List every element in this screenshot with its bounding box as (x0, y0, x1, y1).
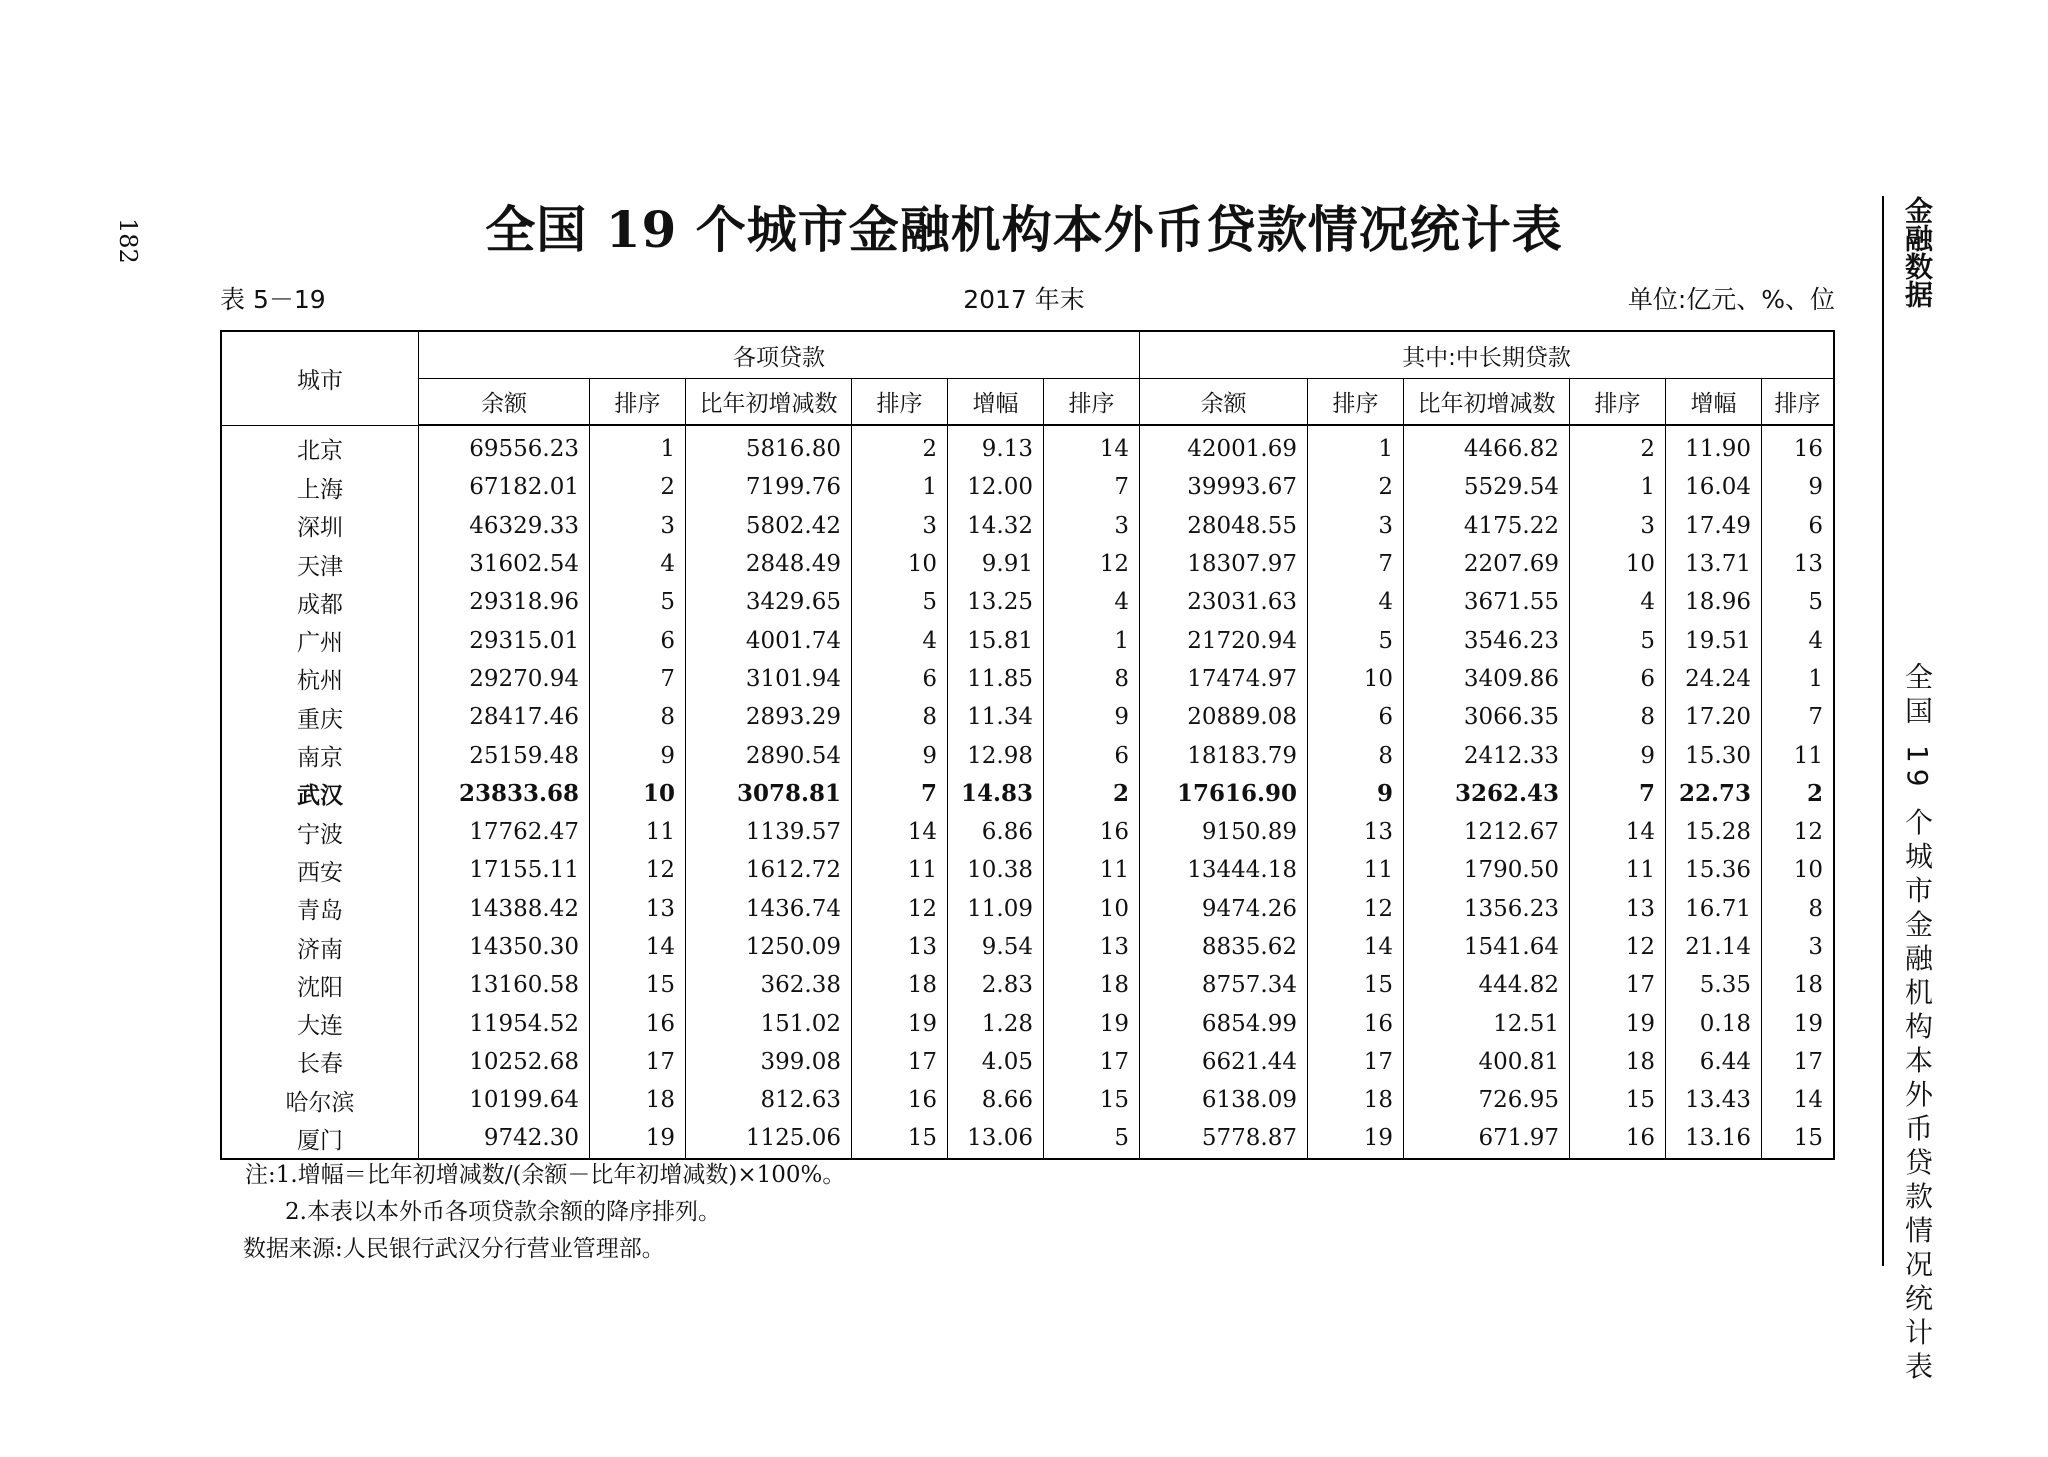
table-row (221, 1004, 1834, 1042)
value-cell: 12 (1762, 813, 1835, 851)
value-cell: 7 (1762, 698, 1835, 736)
value-cell: 6.44 (1666, 1043, 1762, 1081)
value-cell: 16.04 (1666, 468, 1762, 506)
value-cell: 1 (1570, 468, 1666, 506)
value-cell: 10252.68 (419, 1043, 590, 1081)
value-cell: 10 (590, 775, 686, 813)
value-cell: 4001.74 (686, 621, 852, 659)
table-row (221, 813, 1834, 851)
value-cell: 1 (1044, 621, 1140, 659)
table-row (221, 583, 1834, 621)
value-cell: 21720.94 (1140, 621, 1308, 659)
page-number: 182 (114, 218, 142, 264)
header-rank: 排序 (590, 379, 686, 426)
value-cell: 5 (1762, 583, 1835, 621)
value-cell: 5 (852, 583, 948, 621)
value-cell: 39993.67 (1140, 468, 1308, 506)
value-cell: 5816.80 (686, 425, 852, 468)
value-cell: 9 (1044, 698, 1140, 736)
value-cell: 5 (1044, 1119, 1140, 1158)
value-cell: 18 (1308, 1081, 1404, 1119)
value-cell: 42001.69 (1140, 425, 1308, 468)
value-cell: 10 (1044, 890, 1140, 928)
value-cell: 671.97 (1404, 1119, 1570, 1158)
value-cell: 7 (852, 775, 948, 813)
value-cell: 5 (1570, 621, 1666, 659)
city-cell: 广州 (221, 621, 419, 659)
value-cell: 6621.44 (1140, 1043, 1308, 1081)
value-cell: 13 (590, 890, 686, 928)
value-cell: 3 (1762, 928, 1835, 966)
table-row (221, 851, 1834, 889)
value-cell: 2 (852, 425, 948, 468)
value-cell: 11 (1308, 851, 1404, 889)
value-cell: 13 (1762, 545, 1835, 583)
value-cell: 3409.86 (1404, 660, 1570, 698)
value-cell: 1436.74 (686, 890, 852, 928)
value-cell: 17.49 (1666, 507, 1762, 545)
value-cell: 2 (1762, 775, 1835, 813)
value-cell: 24.24 (1666, 660, 1762, 698)
value-cell: 8757.34 (1140, 966, 1308, 1004)
value-cell: 8.66 (948, 1081, 1044, 1119)
value-cell: 10 (1570, 545, 1666, 583)
value-cell: 4175.22 (1404, 507, 1570, 545)
value-cell: 12.51 (1404, 1004, 1570, 1042)
page-title: 全国 19 个城市金融机构本外币贷款情况统计表 (485, 200, 1563, 259)
value-cell: 13.06 (948, 1119, 1044, 1158)
loan-statistics-table (220, 330, 1835, 1160)
header-medium-long-term-loans: 其中:中长期贷款 (1140, 331, 1835, 379)
side-label-title: 全国 19 个城市金融机构本外币贷款情况统计表 (1901, 662, 1934, 1386)
value-cell: 17155.11 (419, 851, 590, 889)
header-all-loans: 各项贷款 (419, 331, 1140, 379)
value-cell: 29270.94 (419, 660, 590, 698)
value-cell: 8 (1762, 890, 1835, 928)
value-cell: 13 (1044, 928, 1140, 966)
value-cell: 19 (1044, 1004, 1140, 1042)
value-cell: 14 (1762, 1081, 1835, 1119)
value-cell: 14.32 (948, 507, 1044, 545)
value-cell: 16 (1308, 1004, 1404, 1042)
unit-label: 单位:亿元、%、位 (1627, 285, 1835, 314)
table-row (221, 775, 1834, 813)
note-sort-order: 2.本表以本外币各项贷款余额的降序排列。 (285, 1199, 721, 1225)
value-cell: 3429.65 (686, 583, 852, 621)
table-row (221, 425, 1834, 468)
city-cell: 杭州 (221, 660, 419, 698)
value-cell: 2 (590, 468, 686, 506)
value-cell: 18 (590, 1081, 686, 1119)
table-row (221, 698, 1834, 736)
value-cell: 6 (1308, 698, 1404, 736)
value-cell: 812.63 (686, 1081, 852, 1119)
value-cell: 16 (1762, 425, 1835, 468)
value-cell: 9 (590, 736, 686, 774)
period-label: 2017 年末 (963, 285, 1085, 314)
value-cell: 3 (1308, 507, 1404, 545)
value-cell: 13444.18 (1140, 851, 1308, 889)
value-cell: 21.14 (1666, 928, 1762, 966)
value-cell: 14 (852, 813, 948, 851)
value-cell: 11 (1044, 851, 1140, 889)
table-row (221, 1119, 1834, 1158)
value-cell: 16 (852, 1081, 948, 1119)
value-cell: 3546.23 (1404, 621, 1570, 659)
value-cell: 2 (1570, 425, 1666, 468)
city-cell: 深圳 (221, 507, 419, 545)
header-rank: 排序 (1308, 379, 1404, 426)
value-cell: 10.38 (948, 851, 1044, 889)
value-cell: 2848.49 (686, 545, 852, 583)
side-divider (1882, 196, 1884, 1266)
header-growth: 增幅 (1666, 379, 1762, 426)
value-cell: 6854.99 (1140, 1004, 1308, 1042)
table-row (221, 507, 1834, 545)
value-cell: 31602.54 (419, 545, 590, 583)
value-cell: 17 (852, 1043, 948, 1081)
value-cell: 9742.30 (419, 1119, 590, 1158)
value-cell: 6 (852, 660, 948, 698)
value-cell: 15.28 (1666, 813, 1762, 851)
city-cell: 重庆 (221, 698, 419, 736)
value-cell: 8 (1570, 698, 1666, 736)
value-cell: 17 (1570, 966, 1666, 1004)
value-cell: 69556.23 (419, 425, 590, 468)
city-cell: 宁波 (221, 813, 419, 851)
city-cell: 厦门 (221, 1119, 419, 1158)
value-cell: 18 (1044, 966, 1140, 1004)
value-cell: 4 (1762, 621, 1835, 659)
value-cell: 15 (1570, 1081, 1666, 1119)
value-cell: 67182.01 (419, 468, 590, 506)
value-cell: 13.43 (1666, 1081, 1762, 1119)
value-cell: 17474.97 (1140, 660, 1308, 698)
value-cell: 20889.08 (1140, 698, 1308, 736)
value-cell: 12 (1044, 545, 1140, 583)
value-cell: 11.09 (948, 890, 1044, 928)
value-cell: 5.35 (1666, 966, 1762, 1004)
value-cell: 19 (1762, 1004, 1835, 1042)
value-cell: 11 (1762, 736, 1835, 774)
value-cell: 7 (590, 660, 686, 698)
value-cell: 5802.42 (686, 507, 852, 545)
table-body (221, 425, 1834, 1159)
value-cell: 18183.79 (1140, 736, 1308, 774)
value-cell: 4 (590, 545, 686, 583)
value-cell: 1612.72 (686, 851, 852, 889)
value-cell: 14 (1044, 425, 1140, 468)
city-cell: 济南 (221, 928, 419, 966)
city-cell: 西安 (221, 851, 419, 889)
value-cell: 15 (1308, 966, 1404, 1004)
city-cell: 青岛 (221, 890, 419, 928)
value-cell: 17762.47 (419, 813, 590, 851)
value-cell: 2207.69 (1404, 545, 1570, 583)
value-cell: 12 (1308, 890, 1404, 928)
value-cell: 1125.06 (686, 1119, 852, 1158)
value-cell: 4 (1044, 583, 1140, 621)
value-cell: 1790.50 (1404, 851, 1570, 889)
value-cell: 15.30 (1666, 736, 1762, 774)
value-cell: 6 (1570, 660, 1666, 698)
header-rank: 排序 (1044, 379, 1140, 426)
value-cell: 11 (1570, 851, 1666, 889)
value-cell: 19 (590, 1119, 686, 1158)
value-cell: 1541.64 (1404, 928, 1570, 966)
value-cell: 17 (1762, 1043, 1835, 1081)
value-cell: 19 (1308, 1119, 1404, 1158)
value-cell: 23833.68 (419, 775, 590, 813)
table-row (221, 660, 1834, 698)
value-cell: 3671.55 (1404, 583, 1570, 621)
table-row (221, 1043, 1834, 1081)
value-cell: 3101.94 (686, 660, 852, 698)
value-cell: 17 (1044, 1043, 1140, 1081)
value-cell: 1250.09 (686, 928, 852, 966)
value-cell: 16 (1044, 813, 1140, 851)
value-cell: 444.82 (1404, 966, 1570, 1004)
value-cell: 13 (1570, 890, 1666, 928)
value-cell: 362.38 (686, 966, 852, 1004)
value-cell: 1139.57 (686, 813, 852, 851)
value-cell: 29318.96 (419, 583, 590, 621)
value-cell: 7199.76 (686, 468, 852, 506)
value-cell: 1356.23 (1404, 890, 1570, 928)
value-cell: 9474.26 (1140, 890, 1308, 928)
value-cell: 726.95 (1404, 1081, 1570, 1119)
table-row (221, 890, 1834, 928)
value-cell: 2 (1044, 775, 1140, 813)
value-cell: 28048.55 (1140, 507, 1308, 545)
value-cell: 14350.30 (419, 928, 590, 966)
value-cell: 11 (852, 851, 948, 889)
value-cell: 1 (1762, 660, 1835, 698)
header-city: 城市 (221, 331, 419, 425)
value-cell: 11.85 (948, 660, 1044, 698)
value-cell: 10 (1308, 660, 1404, 698)
value-cell: 9150.89 (1140, 813, 1308, 851)
value-cell: 17.20 (1666, 698, 1762, 736)
value-cell: 8 (1308, 736, 1404, 774)
header-balance: 余额 (1140, 379, 1308, 426)
value-cell: 6 (1044, 736, 1140, 774)
table-row (221, 736, 1834, 774)
city-cell: 上海 (221, 468, 419, 506)
value-cell: 8835.62 (1140, 928, 1308, 966)
city-cell: 哈尔滨 (221, 1081, 419, 1119)
value-cell: 3078.81 (686, 775, 852, 813)
value-cell: 9.91 (948, 545, 1044, 583)
value-cell: 13160.58 (419, 966, 590, 1004)
value-cell: 15.36 (1666, 851, 1762, 889)
value-cell: 8 (852, 698, 948, 736)
value-cell: 25159.48 (419, 736, 590, 774)
value-cell: 2890.54 (686, 736, 852, 774)
value-cell: 46329.33 (419, 507, 590, 545)
value-cell: 16 (1570, 1119, 1666, 1158)
table-row (221, 545, 1834, 583)
header-rank: 排序 (1570, 379, 1666, 426)
value-cell: 4.05 (948, 1043, 1044, 1081)
value-cell: 5529.54 (1404, 468, 1570, 506)
value-cell: 2.83 (948, 966, 1044, 1004)
value-cell: 6 (1762, 507, 1835, 545)
header-change: 比年初增减数 (686, 379, 852, 426)
note-formula: 注:1.增幅＝比年初增减数/(余额－比年初增减数)×100%。 (245, 1162, 846, 1188)
value-cell: 19.51 (1666, 621, 1762, 659)
table-row (221, 621, 1834, 659)
value-cell: 5778.87 (1140, 1119, 1308, 1158)
table-row (221, 928, 1834, 966)
value-cell: 3 (852, 507, 948, 545)
value-cell: 5 (590, 583, 686, 621)
value-cell: 13.16 (1666, 1119, 1762, 1158)
value-cell: 12.00 (948, 468, 1044, 506)
table-row (221, 468, 1834, 506)
value-cell: 14.83 (948, 775, 1044, 813)
value-cell: 12 (590, 851, 686, 889)
data-source: 数据来源:人民银行武汉分行营业管理部。 (243, 1236, 665, 1262)
value-cell: 8 (590, 698, 686, 736)
value-cell: 3 (1570, 507, 1666, 545)
value-cell: 19 (1570, 1004, 1666, 1042)
value-cell: 15.81 (948, 621, 1044, 659)
value-cell: 9.54 (948, 928, 1044, 966)
value-cell: 13.25 (948, 583, 1044, 621)
value-cell: 9 (852, 736, 948, 774)
value-cell: 14 (1308, 928, 1404, 966)
value-cell: 28417.46 (419, 698, 590, 736)
value-cell: 10 (852, 545, 948, 583)
header-balance: 余额 (419, 379, 590, 426)
value-cell: 14 (590, 928, 686, 966)
value-cell: 22.73 (1666, 775, 1762, 813)
value-cell: 3262.43 (1404, 775, 1570, 813)
city-cell: 天津 (221, 545, 419, 583)
value-cell: 11 (590, 813, 686, 851)
value-cell: 14 (1570, 813, 1666, 851)
value-cell: 18 (1762, 966, 1835, 1004)
city-cell: 沈阳 (221, 966, 419, 1004)
value-cell: 16 (590, 1004, 686, 1042)
value-cell: 11954.52 (419, 1004, 590, 1042)
value-cell: 2412.33 (1404, 736, 1570, 774)
value-cell: 15 (1762, 1119, 1835, 1158)
city-cell: 南京 (221, 736, 419, 774)
value-cell: 4466.82 (1404, 425, 1570, 468)
value-cell: 17616.90 (1140, 775, 1308, 813)
value-cell: 6.86 (948, 813, 1044, 851)
value-cell: 7 (1308, 545, 1404, 583)
side-label-section: 金融数据 (1901, 196, 1934, 308)
header-growth: 增幅 (948, 379, 1044, 426)
value-cell: 17 (590, 1043, 686, 1081)
value-cell: 9 (1762, 468, 1835, 506)
value-cell: 7 (1570, 775, 1666, 813)
value-cell: 400.81 (1404, 1043, 1570, 1081)
value-cell: 2893.29 (686, 698, 852, 736)
value-cell: 151.02 (686, 1004, 852, 1042)
value-cell: 10 (1762, 851, 1835, 889)
city-cell: 大连 (221, 1004, 419, 1042)
header-rank: 排序 (852, 379, 948, 426)
value-cell: 4 (1308, 583, 1404, 621)
value-cell: 2 (1308, 468, 1404, 506)
value-cell: 19 (852, 1004, 948, 1042)
city-cell: 武汉 (221, 775, 419, 813)
value-cell: 16.71 (1666, 890, 1762, 928)
value-cell: 11.34 (948, 698, 1044, 736)
value-cell: 4 (1570, 583, 1666, 621)
value-cell: 5 (1308, 621, 1404, 659)
value-cell: 9 (1308, 775, 1404, 813)
city-cell: 成都 (221, 583, 419, 621)
value-cell: 15 (590, 966, 686, 1004)
value-cell: 12 (852, 890, 948, 928)
value-cell: 7 (1044, 468, 1140, 506)
header-rank: 排序 (1762, 379, 1835, 426)
value-cell: 13 (1308, 813, 1404, 851)
city-cell: 长春 (221, 1043, 419, 1081)
value-cell: 3066.35 (1404, 698, 1570, 736)
value-cell: 29315.01 (419, 621, 590, 659)
value-cell: 1212.67 (1404, 813, 1570, 851)
value-cell: 13.71 (1666, 545, 1762, 583)
value-cell: 1.28 (948, 1004, 1044, 1042)
table-row (221, 966, 1834, 1004)
value-cell: 18 (1570, 1043, 1666, 1081)
value-cell: 15 (1044, 1081, 1140, 1119)
value-cell: 3 (590, 507, 686, 545)
value-cell: 18307.97 (1140, 545, 1308, 583)
value-cell: 1 (590, 425, 686, 468)
value-cell: 15 (852, 1119, 948, 1158)
value-cell: 13 (852, 928, 948, 966)
value-cell: 17 (1308, 1043, 1404, 1081)
table-id: 表 5－19 (220, 285, 326, 314)
value-cell: 6 (590, 621, 686, 659)
value-cell: 12 (1570, 928, 1666, 966)
value-cell: 11.90 (1666, 425, 1762, 468)
header-change: 比年初增减数 (1404, 379, 1570, 426)
value-cell: 9 (1570, 736, 1666, 774)
value-cell: 1 (852, 468, 948, 506)
value-cell: 12.98 (948, 736, 1044, 774)
value-cell: 6138.09 (1140, 1081, 1308, 1119)
value-cell: 10199.64 (419, 1081, 590, 1119)
value-cell: 18.96 (1666, 583, 1762, 621)
value-cell: 23031.63 (1140, 583, 1308, 621)
city-cell: 北京 (221, 425, 419, 468)
notes (245, 1157, 845, 1268)
table-row (221, 1081, 1834, 1119)
value-cell: 1 (1308, 425, 1404, 468)
value-cell: 4 (852, 621, 948, 659)
value-cell: 18 (852, 966, 948, 1004)
value-cell: 399.08 (686, 1043, 852, 1081)
value-cell: 14388.42 (419, 890, 590, 928)
value-cell: 9.13 (948, 425, 1044, 468)
value-cell: 0.18 (1666, 1004, 1762, 1042)
value-cell: 3 (1044, 507, 1140, 545)
value-cell: 8 (1044, 660, 1140, 698)
